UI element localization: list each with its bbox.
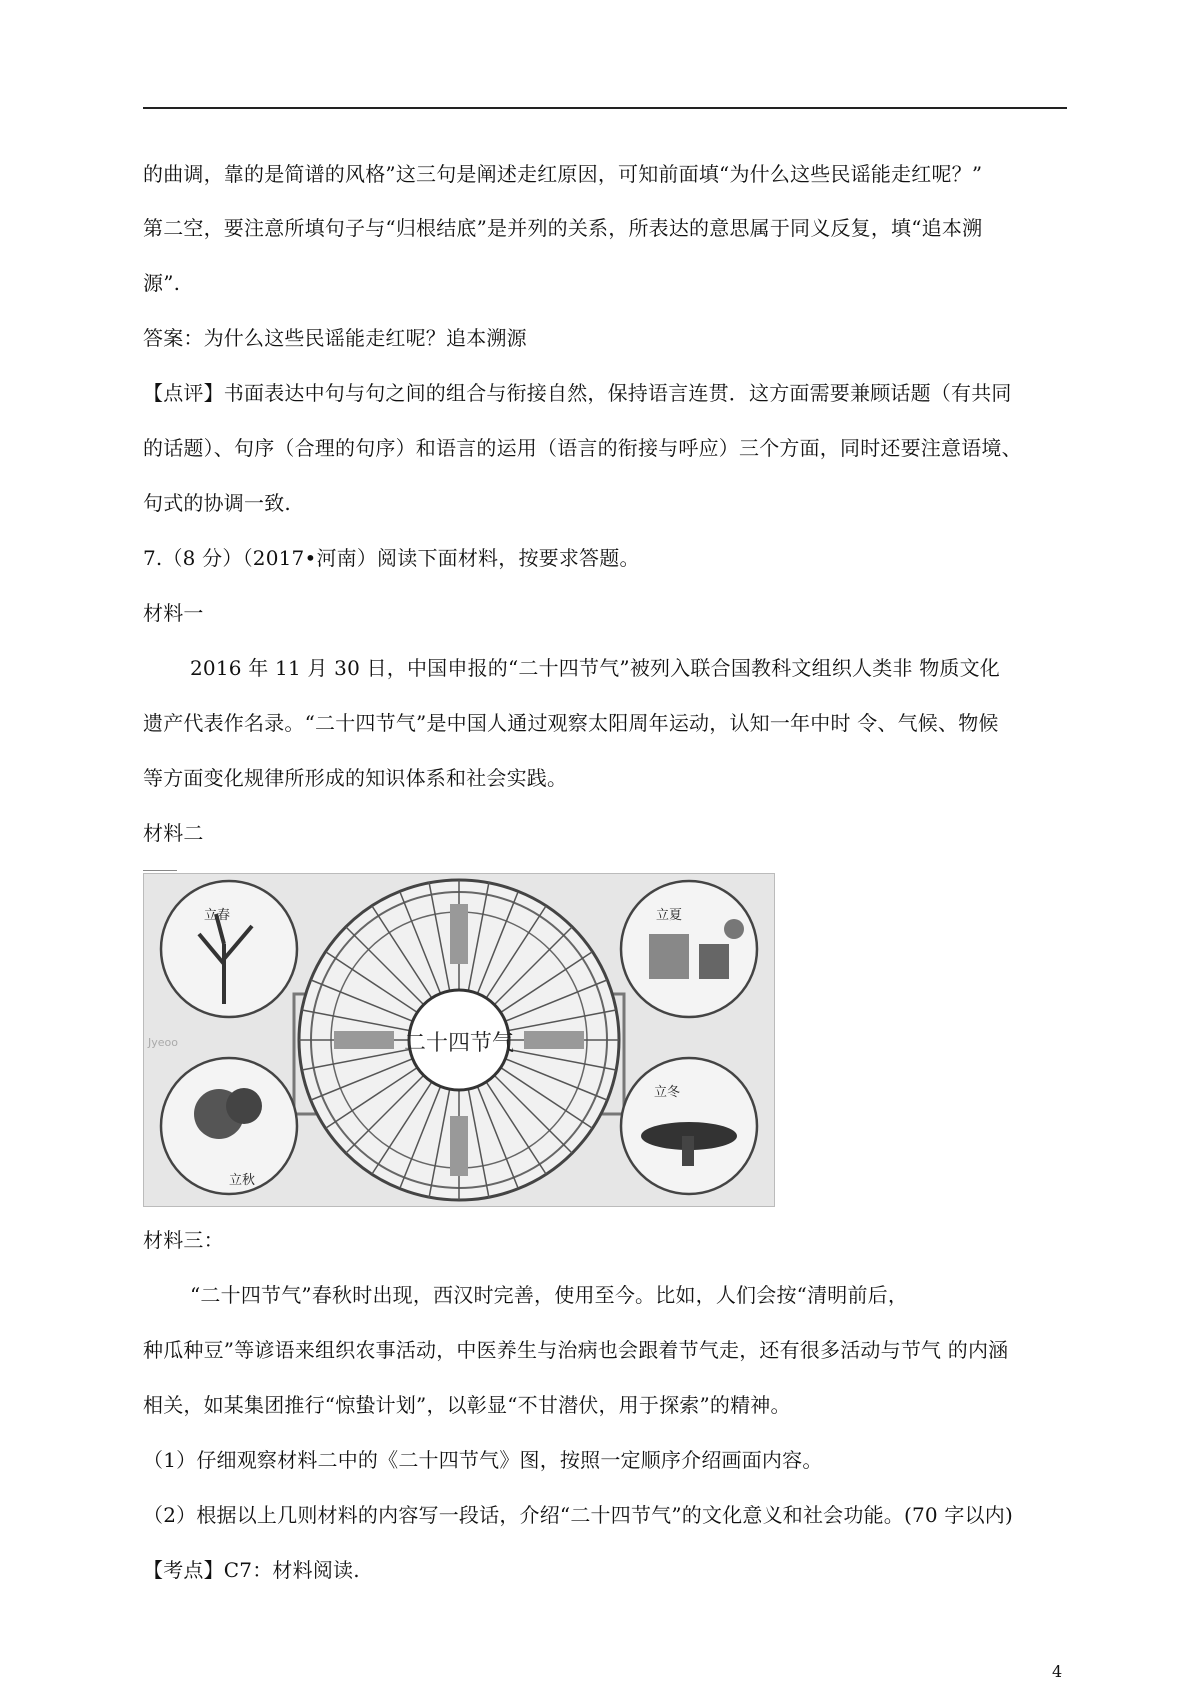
material-text: 等方面变化规律所形成的知识体系和社会实践。 bbox=[143, 766, 568, 790]
text-line: 的曲调，靠的是简谱的风格”这三句是阐述走红原因，可知前面填“为什么这些民谣能走红呢？” bbox=[143, 162, 983, 186]
material-text: 2016 年 11 月 30 日，中国申报的“二十四节气”被列入联合国教科文组织人类非 物质文化 bbox=[190, 656, 1000, 680]
label-lichun: 立春 bbox=[204, 908, 231, 923]
knowledge-point: 【考点】C7：材料阅读. bbox=[143, 1558, 360, 1582]
question-heading: 7.（8 分）（2017•河南）阅读下面材料，按要求答题。 bbox=[143, 546, 640, 570]
material-heading: 材料二 bbox=[143, 821, 204, 845]
answer-line: 答案：为什么这些民谣能走红呢？追本溯源 bbox=[143, 326, 527, 350]
figure-rule bbox=[143, 870, 177, 871]
page-number: 4 bbox=[1052, 1662, 1063, 1681]
solar-terms-illustration bbox=[144, 874, 774, 1206]
material-text: 遗产代表作名录。“二十四节气”是中国人通过观察太阳周年运动，认知一年中时 令、气候、物候 bbox=[143, 711, 999, 735]
wheel-center-label: 二十四节气 bbox=[403, 1031, 515, 1056]
text-line: 源”. bbox=[143, 271, 181, 295]
text-line: 第二空，要注意所填句子与“归根结底”是并列的关系，所表达的意思属于同义反复，填“追本溯 bbox=[143, 216, 983, 240]
solar-terms-figure bbox=[143, 873, 775, 1207]
text-line: 的话题）、句序（合理的句序）和语言的运用（语言的衔接与呼应）三个方面，同时还要注意语境、 bbox=[143, 436, 1022, 460]
label-lidong: 立冬 bbox=[654, 1085, 681, 1100]
material-heading: 材料一 bbox=[143, 601, 204, 625]
material-heading: 材料三： bbox=[143, 1228, 224, 1252]
watermark: Jyeoo bbox=[148, 1036, 178, 1049]
text-line: 句式的协调一致. bbox=[143, 491, 291, 515]
comment-line: 【点评】书面表达中句与句之间的组合与衔接自然，保持语言连贯．这方面需要兼顾话题（有共同 bbox=[143, 381, 1012, 405]
material-text: 相关，如某集团推行“惊蛰计划”，以彰显“不甘潜伏，用于探索”的精神。 bbox=[143, 1393, 791, 1417]
sub-question: （2）根据以上几则材料的内容写一段话，介绍“二十四节气”的文化意义和社会功能。(70 字以内) bbox=[143, 1503, 1013, 1527]
header-rule bbox=[143, 107, 1067, 109]
label-liqiu: 立秋 bbox=[229, 1173, 256, 1188]
material-text: “二十四节气”春秋时出现，西汉时完善，使用至今。比如，人们会按“清明前后， bbox=[190, 1283, 909, 1307]
label-lixia: 立夏 bbox=[656, 908, 683, 923]
material-text: 种瓜种豆”等谚语来组织农事活动，中医养生与治病也会跟着节气走，还有很多活动与节气 的内涵 bbox=[143, 1338, 1009, 1362]
sub-question: （1）仔细观察材料二中的《二十四节气》图，按照一定顺序介绍画面内容。 bbox=[143, 1448, 823, 1472]
